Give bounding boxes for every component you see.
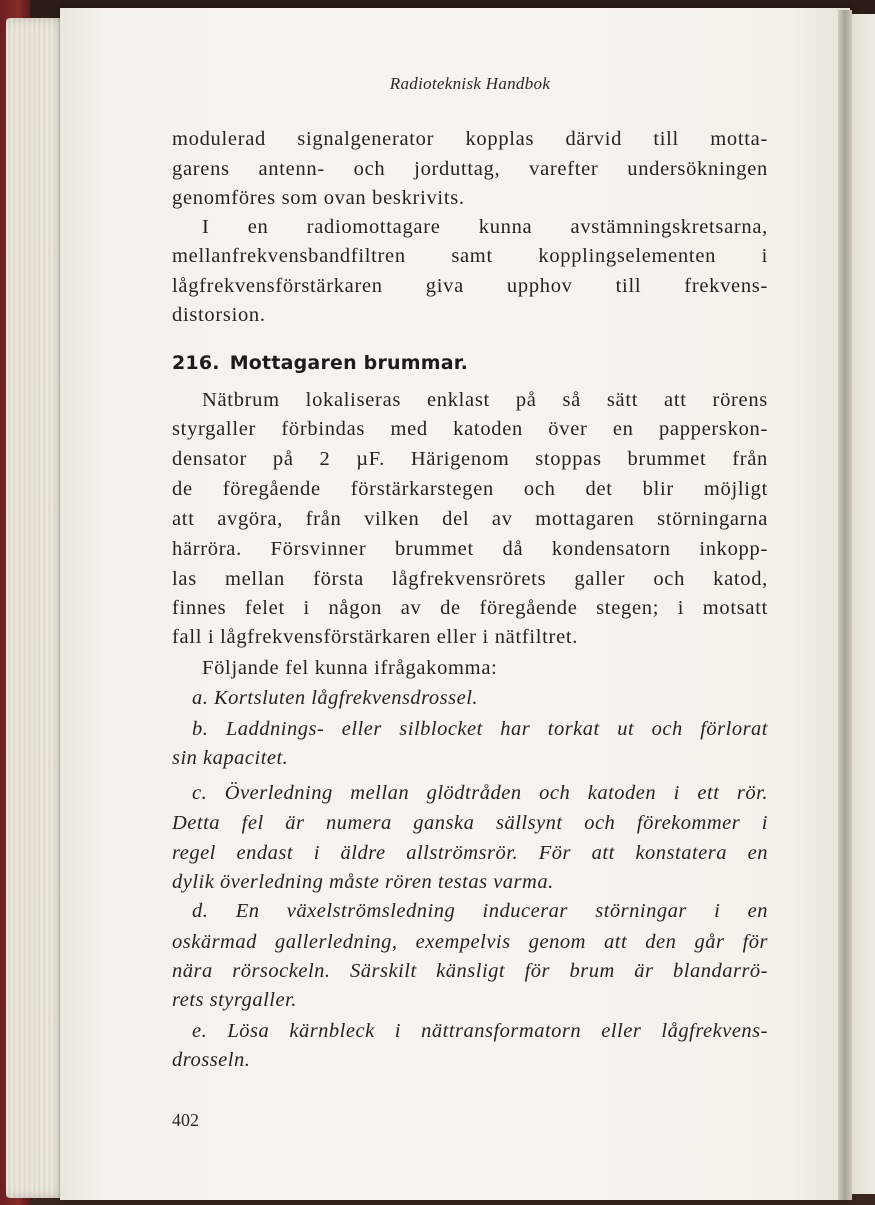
text-line: genomföres som ovan beskrivits. <box>172 187 465 209</box>
text-line: att avgöra, från vilken del av mottagaren störningarna <box>172 508 768 530</box>
fault-item-d: d. En växelströmsledning inducerar störningar i en <box>192 900 768 922</box>
text-line: las mellan första lågfrekvensrörets galler och katod, <box>172 568 768 590</box>
book-gutter <box>838 10 852 1200</box>
text-line: fall i lågfrekvensförstärkaren eller i nätfiltret. <box>172 626 579 648</box>
fault-item-c-cont: regel endast i äldre allströmsrör. För att konstatera en <box>172 842 768 864</box>
text-line: de föregående förstärkarstegen och det blir möjligt <box>172 478 768 500</box>
facing-page-edge <box>852 14 875 1194</box>
fault-item-a: a. Kortsluten lågfrekvensdrossel. <box>192 687 479 709</box>
fault-item-d-cont: oskärmad gallerledning, exempelvis genom att den går för <box>172 931 768 953</box>
text-line: modulerad signalgenerator kopplas därvid till motta- <box>172 128 768 150</box>
section-title: Mottagaren brummar. <box>229 352 469 374</box>
fault-item-b-cont: sin kapacitet. <box>172 747 289 769</box>
fault-item-e-cont: drosseln. <box>172 1049 251 1071</box>
text-line: Följande fel kunna ifrågakomma: <box>202 657 498 679</box>
section-heading <box>172 352 468 374</box>
fault-item-c-cont: Detta fel är numera ganska sällsynt och förekommer i <box>172 812 768 834</box>
text-line: garens antenn- och jorduttag, varefter undersökningen <box>172 158 768 180</box>
running-header: Radioteknisk Handbok <box>389 74 551 93</box>
text-line: mellanfrekvensbandfiltren samt kopplingselementen i <box>172 245 768 267</box>
fault-item-b: b. Laddnings- eller silblocket har torkat ut och förlorat <box>192 718 768 740</box>
fault-item-d-cont: rets styrgaller. <box>172 989 297 1011</box>
fault-item-c: c. Överledning mellan glödtråden och katoden i ett rör. <box>192 782 768 804</box>
text-line: finnes felet i någon av de föregående stegen; i motsatt <box>172 597 768 619</box>
page-number: 402 <box>172 1110 199 1130</box>
text-line: härröra. Försvinner brummet då kondensatorn inkopp- <box>172 538 768 560</box>
section-number: 216. <box>172 352 220 374</box>
fault-item-e: e. Lösa kärnbleck i nättransformatorn eller lågfrekvens- <box>192 1020 768 1042</box>
text-line: styrgaller förbindas med katoden över en papperskon- <box>172 418 768 440</box>
text-line: Nätbrum lokaliseras enklast på så sätt att rörens <box>202 389 768 411</box>
fault-item-c-cont: dylik överledning måste rören testas varma. <box>172 871 554 893</box>
fault-item-d-cont: nära rörsockeln. Särskilt känsligt för brum är blandarrö- <box>172 960 768 982</box>
text-line: densator på 2 µF. Härigenom stoppas brummet från <box>172 448 768 470</box>
text-line: I en radiomottagare kunna avstämningskretsarna, <box>202 216 768 238</box>
text-line: distorsion. <box>172 304 266 326</box>
text-line: lågfrekvensförstärkaren giva upphov till frekvens- <box>172 275 768 297</box>
